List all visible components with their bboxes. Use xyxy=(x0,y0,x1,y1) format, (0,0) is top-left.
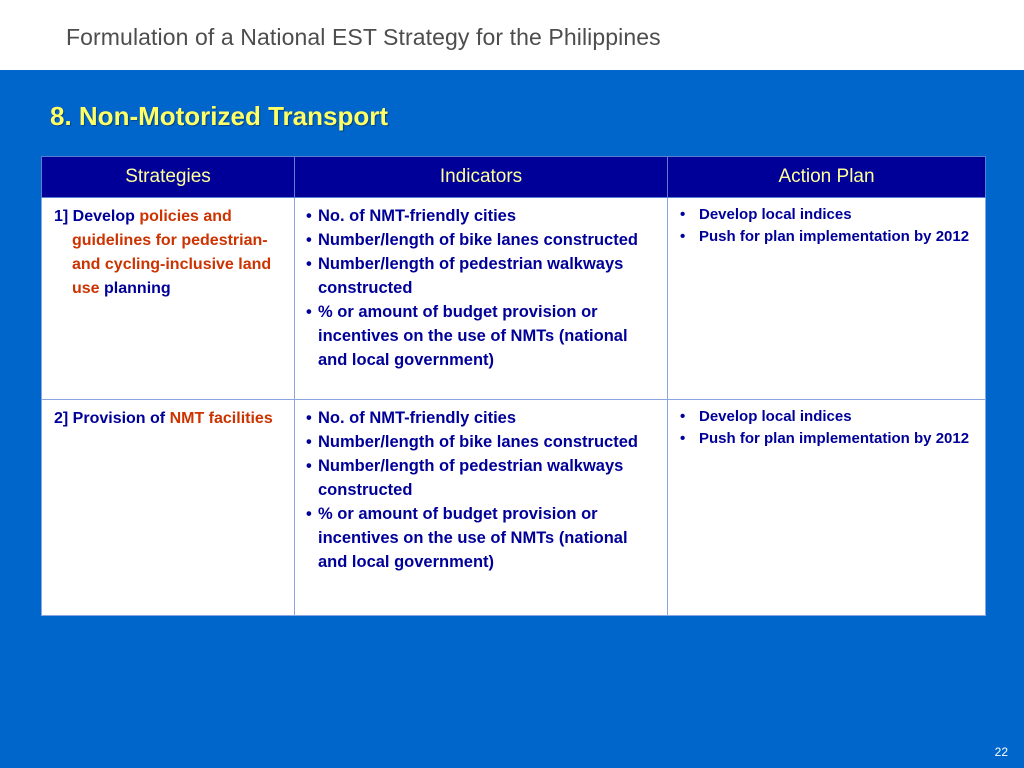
indicator-item: • Number/length of bike lanes constructed xyxy=(303,228,659,252)
action-list xyxy=(678,406,977,450)
strategy-prefix: 1] Develop xyxy=(54,208,140,225)
indicator-item: • Number/length of pedestrian walkways constructed xyxy=(303,252,659,300)
strategy-prefix: 2] Provision of xyxy=(54,410,170,427)
table-row xyxy=(42,198,986,400)
action-plan-cell xyxy=(668,198,986,400)
action-item: • Push for plan implementation by 2012 xyxy=(678,226,977,248)
strategy-table xyxy=(41,156,986,616)
table-header-row xyxy=(42,157,986,198)
section-title: 8. Non-Motorized Transport xyxy=(50,101,388,131)
indicator-item: • No. of NMT-friendly cities xyxy=(303,406,659,430)
content-area xyxy=(0,70,1024,768)
strategy-highlight: policies and guidelines for pedestrian- and cycling-inclusive land use xyxy=(72,208,272,297)
strategy-highlight: NMT facilities xyxy=(169,410,273,427)
strategy-text xyxy=(54,205,284,301)
table-row xyxy=(42,400,986,616)
presentation-title: Formulation of a National EST Strategy for the Philippines xyxy=(66,24,661,50)
strategy-cell xyxy=(42,400,295,616)
action-item: • Develop local indices xyxy=(678,204,977,226)
action-item: • Develop local indices xyxy=(678,406,977,428)
strategy-text xyxy=(54,407,284,431)
action-item: • Push for plan implementation by 2012 xyxy=(678,428,977,450)
strategy-cell xyxy=(42,198,295,400)
header-action-plan: Action Plan xyxy=(668,157,986,198)
indicator-item: • No. of NMT-friendly cities xyxy=(303,204,659,228)
action-plan-cell xyxy=(668,400,986,616)
indicator-list xyxy=(303,204,659,372)
top-bar xyxy=(0,0,1024,70)
header-indicators: Indicators xyxy=(295,157,668,198)
action-list xyxy=(678,204,977,248)
indicator-item: • % or amount of budget provision or incentives on the use of NMTs (national and local government) xyxy=(303,502,659,574)
header-strategies: Strategies xyxy=(42,157,295,198)
indicator-item: • Number/length of bike lanes constructed xyxy=(303,430,659,454)
indicators-cell xyxy=(295,198,668,400)
indicator-item: • % or amount of budget provision or incentives on the use of NMTs (national and local government) xyxy=(303,300,659,372)
indicators-cell xyxy=(295,400,668,616)
page-number: 22 xyxy=(994,745,1008,759)
indicator-item: • Number/length of pedestrian walkways constructed xyxy=(303,454,659,502)
strategy-suffix: planning xyxy=(99,280,171,297)
indicator-list xyxy=(303,406,659,574)
